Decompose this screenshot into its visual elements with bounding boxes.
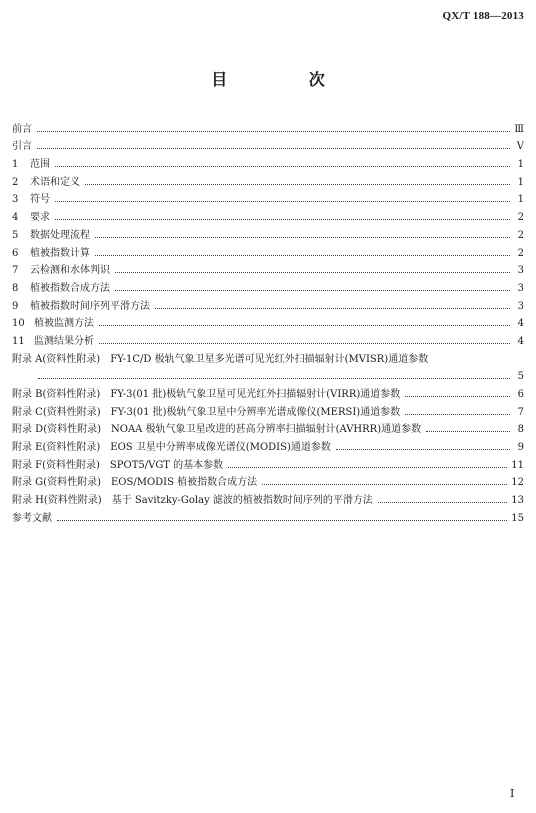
dot-leader [85,184,510,185]
dot-leader [262,484,507,485]
section-number: 6 [12,247,19,259]
toc-entry[interactable] [12,188,524,206]
entry-title: 基于 Savitzky-Golay 滤波的植被指数时间序列的平滑方法 [111,495,373,507]
page-ref: 12 [511,477,524,489]
dot-leader [95,237,510,238]
dot-leader [99,343,510,344]
toc-title: 目 次 [211,70,363,89]
page-number: Ⅰ [510,787,515,800]
entry-title: NOAA 极轨气象卫星改进的甚高分辨率扫描辐射计(AVHRR)通道参数 [111,424,422,436]
page-ref: 1 [517,176,524,188]
entry-title: 要求 [30,212,50,224]
entry-title: 参考文献 [12,512,52,524]
dot-leader [115,272,510,273]
entry-title: 植被指数时间序列平滑方法 [30,300,150,312]
standard-code: QX/T 188—2013 [442,10,524,22]
dot-leader [57,520,507,521]
toc-entry[interactable] [12,453,524,471]
toc-entry[interactable] [12,223,524,241]
entry-title: SPOT5/VGT 的基本参数 [109,459,224,471]
page-ref: 3 [517,265,524,277]
entry-title: 数据处理流程 [30,229,90,241]
entry-title: 术语和定义 [30,176,80,188]
dot-leader [55,219,510,220]
entry-title: FY-3(01 批)极轨气象卫星可见光红外扫描辐射计(VIRR)通道参数 [110,389,401,400]
section-number: 3 [12,194,19,206]
page-ref: Ⅲ [514,123,524,135]
toc-entry[interactable] [12,347,524,365]
toc-entry[interactable] [12,135,524,153]
dot-leader [37,131,510,132]
section-number: 8 [12,282,19,294]
entry-title: 监测结果分析 [34,335,94,347]
dot-leader [115,290,510,291]
toc-entry[interactable] [12,488,524,506]
page-ref: 1 [517,194,524,206]
toc-entry[interactable] [12,241,524,259]
dot-leader [228,467,507,468]
section-number: 7 [12,265,19,277]
appendix-label: 附录 G(资料性附录) [12,477,101,489]
page-ref: 5 [517,371,524,383]
entry-title: FY-3(01 批)极轨气象卫星中分辨率光谱成像仪(MERSI)通道参数 [110,406,401,418]
appendix-label: 附录 E(资料性附录) [12,442,101,454]
page-ref: 9 [517,442,524,454]
toc-entry[interactable] [12,312,524,330]
page-ref: 6 [517,389,524,400]
toc-entry[interactable] [12,117,524,135]
dot-leader [55,201,510,202]
dot-leader [99,325,510,326]
entry-title: 植被指数计算 [30,247,90,259]
section-number: 4 [12,212,19,224]
appendix-label: 附录 H(资料性附录) [12,495,102,507]
entry-title: 符号 [30,194,50,206]
page-ref: 2 [517,229,524,241]
dot-leader [95,255,510,256]
dot-leader [405,414,510,415]
dot-leader [426,431,510,432]
section-number: 5 [12,229,19,241]
toc-entry[interactable] [12,435,524,453]
toc-entry[interactable] [12,170,524,188]
section-number: 10 [12,318,25,330]
dot-leader [38,378,510,379]
toc-entry[interactable] [12,205,524,223]
toc-entry[interactable] [12,152,524,170]
appendix-label: 附录 D(资料性附录) [12,424,101,436]
entry-title: EOS/MODIS 植被指数合成方法 [110,477,258,489]
entry-title: 范围 [30,159,50,171]
page-ref: 11 [511,459,524,471]
toc-entry[interactable] [12,418,524,436]
dot-leader [37,148,510,149]
page-ref: 1 [517,159,524,171]
entry-title: 前言 [12,123,32,135]
entry-title: 植被指数合成方法 [30,282,110,294]
page-ref: 3 [517,282,524,294]
page-ref: 4 [517,318,524,330]
toc-entry[interactable] [12,259,524,277]
dot-leader [55,166,510,167]
appendix-label: 附录 F(资料性附录) [12,459,100,471]
dot-leader [378,502,507,503]
section-number: 9 [12,300,19,312]
toc-entry[interactable] [12,276,524,294]
appendix-label: 附录 A(资料性附录) [12,353,101,365]
toc-entry[interactable] [12,294,524,312]
section-number: 11 [12,335,25,347]
page-ref: 2 [517,247,524,259]
section-number: 1 [12,159,19,171]
toc-entry-continuation[interactable] [12,365,524,383]
section-number: 2 [12,176,19,188]
toc-entry[interactable] [12,382,524,400]
page-ref: 2 [517,212,524,224]
toc-entry[interactable] [12,329,524,347]
page-ref: 8 [517,424,524,436]
toc-entry[interactable] [12,506,524,524]
entry-title: 引言 [12,141,32,153]
page-ref: 15 [511,512,524,524]
entry-title: EOS 卫星中分辨率成像光谱仪(MODIS)通道参数 [110,442,331,454]
entry-title: 植被监测方法 [34,318,94,330]
page-ref: Ⅴ [516,141,524,153]
page-ref: 13 [511,495,524,507]
appendix-label: 附录 C(资料性附录) [12,406,101,418]
page-ref: 4 [517,335,524,347]
page-ref: 7 [517,406,524,418]
page-ref: 3 [517,300,524,312]
dot-leader [405,396,510,397]
entry-title: 云检测和水体判识 [30,265,110,277]
toc-entry[interactable] [12,400,524,418]
entry-title: FY-1C/D 极轨气象卫星多光谱可见光红外扫描辐射计(MVISR)通道参数 [110,353,429,365]
toc-entry[interactable] [12,471,524,489]
appendix-label: 附录 B(资料性附录) [12,389,101,400]
toc-list [12,117,524,524]
dot-leader [155,308,510,309]
dot-leader [336,449,510,450]
